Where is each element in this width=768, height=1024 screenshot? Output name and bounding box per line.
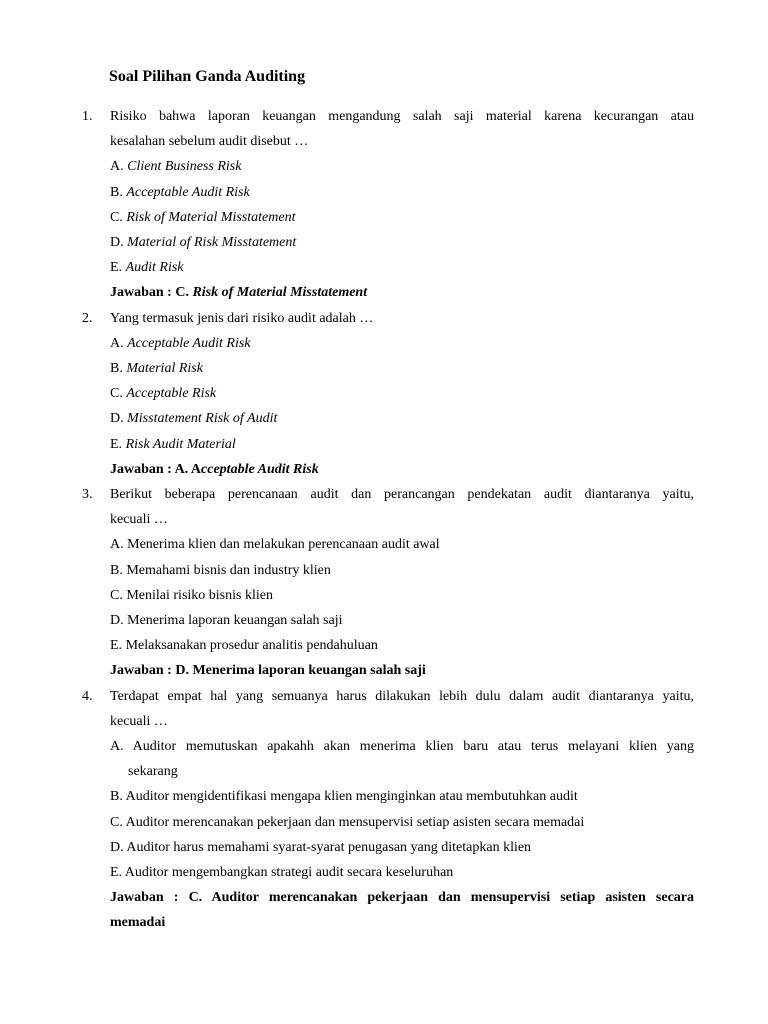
- option-e: [110, 432, 694, 457]
- option-key: B.: [110, 789, 123, 805]
- question-number: 3.: [82, 487, 93, 502]
- option-d: [110, 230, 694, 255]
- option-d: [110, 406, 694, 431]
- question-number: 1.: [82, 109, 93, 124]
- option-key: E.: [110, 864, 123, 880]
- option-d: [110, 608, 694, 633]
- stem-line: kecuali …: [110, 512, 168, 528]
- option-key: A.: [110, 537, 124, 553]
- option-key: B.: [110, 184, 123, 200]
- option-key: D.: [110, 612, 124, 628]
- stem-line: Terdapat empat hal yang semuanya harus dilakukan lebih dulu dalam audit diantaranya yaitu,: [110, 688, 694, 704]
- option-b: [110, 558, 694, 583]
- question-number: 2.: [82, 310, 93, 326]
- document-title: Soal Pilihan Ganda Auditing: [109, 68, 306, 85]
- option-key: A.: [110, 159, 124, 175]
- option-key: B.: [110, 562, 123, 578]
- option-key: A.: [110, 738, 124, 754]
- option-c: [110, 205, 694, 230]
- option-c: [110, 583, 694, 608]
- option-e: [110, 255, 694, 280]
- option-b: [110, 180, 694, 205]
- answer-line: [110, 885, 694, 935]
- option-line: [110, 734, 694, 759]
- answer-label: Jawaban : C.: [110, 285, 193, 301]
- option-key: D.: [110, 411, 124, 427]
- question-number: 4.: [82, 688, 93, 704]
- option-text: Acceptable Audit Risk: [127, 335, 251, 351]
- stem-line: kesalahan sebelum audit disebut …: [110, 134, 309, 150]
- option-text: Menerima klien dan melakukan perencanaan audit awal: [127, 537, 440, 553]
- option-key: C.: [110, 209, 123, 225]
- option-text: Client Business Risk: [127, 159, 242, 175]
- option-text: Melaksanakan prosedur analitis pendahuluan: [125, 638, 378, 654]
- stem-line: Yang termasuk jenis dari risiko audit adalah …: [110, 310, 374, 326]
- option-text: Acceptable Audit Risk: [126, 184, 250, 200]
- option-c: [110, 381, 694, 406]
- option-text-wrap: [110, 734, 694, 784]
- option-key: C.: [110, 587, 123, 603]
- option-key: E.: [110, 260, 123, 276]
- question-4: [82, 684, 694, 936]
- option-key: D.: [110, 234, 124, 250]
- stem-line: Risiko bahwa laporan keuangan mengandung salah saji material karena kecurangan atau: [110, 109, 694, 124]
- option-text: Auditor memutuskan apakahh akan menerima klien baru atau terus melayani klien yang: [132, 738, 694, 754]
- answer-text: Risk of Material Misstatement: [192, 285, 368, 301]
- option-text: Memahami bisnis dan industry klien: [126, 562, 331, 578]
- option-text: Menerima laporan keuangan salah saji: [127, 612, 343, 628]
- option-e: [110, 633, 694, 658]
- option-text: Misstatement Risk of Audit: [127, 411, 278, 427]
- option-text: Auditor mengidentifikasi mengapa klien menginginkan atau membutuhkan audit: [125, 789, 578, 805]
- question-1: [82, 104, 694, 306]
- option-text: Audit Risk: [125, 260, 184, 276]
- option-text: Material Risk: [126, 360, 203, 376]
- option-text-continued: sekarang: [128, 764, 178, 780]
- option-key: E.: [110, 436, 123, 452]
- option-e: [110, 860, 694, 885]
- option-text: Material of Risk Misstatement: [127, 234, 297, 250]
- option-key: D.: [110, 839, 124, 855]
- option-text: Auditor merencanakan pekerjaan dan mensupervisi setiap asisten secara memadai: [125, 814, 585, 830]
- option-key: B.: [110, 360, 123, 376]
- answer-text-continued: memadai: [110, 915, 166, 931]
- answer-label: Jawaban : A. A: [110, 461, 202, 477]
- question-2: [82, 306, 694, 482]
- stem-line: Berikut beberapa perencanaan audit dan perancangan pendekatan audit diantaranya yaitu,: [110, 487, 694, 502]
- answer-line: [110, 457, 694, 482]
- answer-text: Jawaban : C. Auditor merencanakan pekerjaan dan mensupervisi setiap asisten secara: [110, 890, 694, 906]
- answer-line: [110, 280, 694, 305]
- option-text: Auditor harus memahami syarat-syarat penugasan yang ditetapkan klien: [126, 839, 532, 855]
- question-stem: [82, 104, 694, 154]
- stem-line: kecuali …: [110, 713, 168, 729]
- option-a: [110, 331, 694, 356]
- option-text: Menilai risiko bisnis klien: [126, 587, 273, 603]
- option-a: [110, 734, 694, 784]
- option-text: Risk of Material Misstatement: [126, 209, 296, 225]
- question-stem: [82, 684, 694, 734]
- option-b: [110, 356, 694, 381]
- option-a: [110, 532, 694, 557]
- option-c: [110, 810, 694, 835]
- answer-line: Jawaban : D. Menerima laporan keuangan salah saji: [110, 663, 426, 679]
- option-d: [110, 835, 694, 860]
- answer-text: cceptable Audit Risk: [201, 461, 319, 477]
- question-stem: [82, 482, 694, 532]
- option-key: E.: [110, 638, 123, 654]
- option-a: [110, 154, 694, 179]
- option-key: C.: [110, 386, 123, 402]
- option-text: Acceptable Risk: [126, 386, 217, 402]
- option-text: Auditor mengembangkan strategi audit secara keseluruhan: [124, 864, 454, 880]
- option-text: Risk Audit Material: [125, 436, 236, 452]
- option-key: C.: [110, 814, 123, 830]
- option-key: A.: [110, 335, 124, 351]
- option-b: [110, 784, 694, 809]
- question-3: [82, 482, 694, 684]
